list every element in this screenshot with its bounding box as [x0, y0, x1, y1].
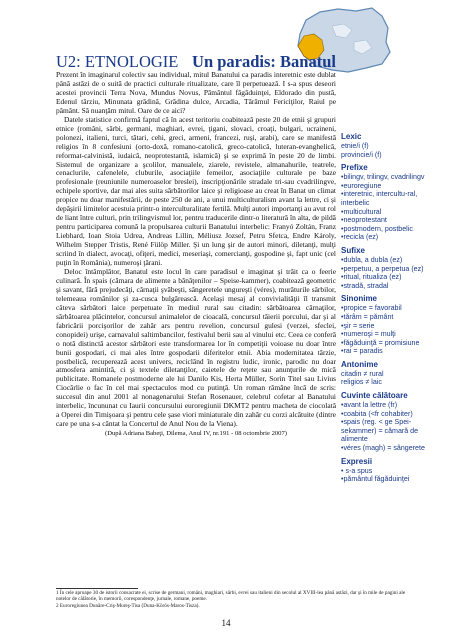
sidebar-item: •coabita (<fr cohabiter)	[341, 409, 413, 418]
sidebar-item: •bilingv, trilingv, cvadrilingv	[341, 173, 425, 182]
page-title	[56, 52, 336, 72]
unit-title: U2: ETNOLOGIE	[56, 52, 179, 71]
sidebar-item: •perpetuu, a perpetua (ez)	[341, 264, 424, 273]
sidebar-item: •euroregiune	[341, 181, 382, 190]
sidebar-heading: Cuvinte călătoare	[341, 391, 408, 401]
sidebar-section-cuvinte-calatoare	[341, 391, 425, 453]
sidebar-heading: Sufixe	[341, 245, 366, 255]
sidebar-item: •spais (reg. < ge Spei-sekammer) = cămară de alimente	[341, 418, 419, 444]
footnote: 1 În cele aproape 30 de istorii consacrate ei, scrise de germani, români, maghiari, sârbi, evrei sau italieni din secolul al XVIII-lea până astăzi, dar şi în mile de pagini ale notelor de călătorie, în memorii, corespondenţe, jurnale, romane, poeme.	[56, 590, 406, 603]
sidebar-item: •avant la lettre (fr)	[341, 401, 398, 410]
sidebar-item: •propice = favorabil	[341, 304, 402, 313]
sidebar-heading: Prefixe	[341, 163, 368, 173]
sidebar-item: •véres (magh) = sângerete	[341, 444, 425, 453]
sidebar-item: •stradă, stradal	[341, 281, 389, 290]
sidebar-item: •postmodern, postbelic	[341, 224, 413, 233]
sidebar-section-sufixe	[341, 246, 425, 290]
article-paragraph: Prezent în imaginarul colectiv sau individual, mitul Banatului ca paradis interetnic este dublat până astăzi de o suită de practici culturale ritualizate, care îl perpetuează. I s-a spus deseori acestei provincii Terra Nova, Mundus Novus, Pământul făgăduinţei, Eldorado din pustă, Edenul târziu, Minunata grădină, Grădina dulce, Arcadia, Tărâmul Fericiţilor, Raiul pe pământ. Să nuanţăm mitul. Oare de ce aici?	[56, 71, 336, 115]
article-paragraph: Datele statistice confirmă faptul că în acest teritoriu coabitează peste 20 de etnii şi grupuri etnice (români, sârbi, germani, maghiari, evrei, ţigani, slovaci, croaţi, bulgari, ucraineni, polonezi, italieni, turci, tătari, cehi, greci, armeni, francezi, ruşi, arabi), care se manifestă religios în 8 confesiuni (orto-doxă, romano-catolică, greco-catolică, luteran-evanghelică, reformat-calvinistă, iudaică, neoprotestantă, islamică) şi se exprimă în peste 20 de limbi. Sistemul de organizare a şcolilor, manualele, ziarele, revistele, almanahurile, teatrele, cenaclurile, cafenelele, cluburile, asociaţiile femeilor, asociaţiile culturale pe baze profesionale (reuniunile numeroaselor breslei), inscripţionările stradale tri-sau cvadrilingve, echipele sportive, dar mai ales suita sărbătorilor laice şi religioase au creat în Banat un climat propice nu doar manifestării, de peste 250 de ani, a unui multiculturalism avant la lettre, ci şi depăşirii limitelor acestuia printr-o interculturalitate fertilă. Mulţi autori importanţi au avut rol de liant între culturi, prin trilingvismul lor, pentru traducerile dintr-o literatură în alta, de pildă pentru participarea comună la propulsarea culturii Banatului interbelic: Franyó Zoltán, Franz Liebhard, Ioan Stoia Udrea, Andreas Lillin, Méliusz Jozsef, Petru Sfetca, Endre Károly, Wilhelm Stepper Tristis, René Fülöp Miller. Şi un lung şir de autori minori, diletanţi, mulţi scriind în dialect, avocaţi, ofiţeri, medici, meseriaşi, comercianţi, gospodine şi, fapt unic (cel puţin în România), numeroşi ţărani.	[56, 114, 336, 268]
sidebar-section-lexic	[341, 132, 425, 159]
sidebar-item: etnie/i (f)	[341, 142, 369, 150]
sidebar-heading: Expresii	[341, 456, 373, 466]
sidebar-section-antonime	[341, 360, 425, 387]
sidebar-item: •pământul făgăduinţei	[341, 475, 410, 484]
sidebar-item: provincie/i (f)	[341, 150, 382, 159]
footnote-divider	[56, 588, 138, 589]
sidebar-item: • s-a spus	[341, 466, 373, 475]
sidebar-section-prefixe	[341, 163, 425, 242]
article-paragraph: Deloc întâmplător, Banatul este locul în care paradisul e imaginat şi trăit ca o feerie culinară. În spais (cămara de alimente a bănăţenilor – Speise-kammer), coabitează geometric şi savant, fără prejudecăţi, cârnaţii şvăbeşti, sângeretele ungureşti (véres), murăturile sârbilor, telemeaua românilor şi za-cusca bulgărească. Acelaşi mesaj al convivialităţii îl transmit câteva sărbători laice perpetuate în mediul rural sau citadin: sărbătoarea cârnaţilor, sărbătoarea plăcintelor, concursul animalelor de cioacală, concursul tăierii porcului, dar şi al fabricării porcişorilor de zahăr ars pentru revelion, concursul gulesi (verzei, sfeclei, conopidei) urişe, carnavalul saltimbancilor, festivalul berii sau al vinului etc. Ceea ce conferă o notă distinctă acestor sărbători este transformarea lor în competiţii voioase nu doar între bunii gospodari, ci mai ales între gospodarii diferitelor etnii. Abia modernitatea târzie, postbelică, recuperează acest univers, reciclând în registru ludic, ironic, parodic nu doar atmosfera amintită, ci şi textele diletanţilor, caietele de reţete sau anunţurile de mică publicitate. Romanele postmoderne ale lui Danilo Kis, Herta Müller, Sorin Titel sau Livius Ciocârlie o fac în cel mai spectaculos mod cu putinţă. Un roman rămâne încă de scris: succesul din anul 2001 al nonagenarului Stefan Rosenauer, celebrul cofetar al Banatului interbelic, încununat cu Iaurii concursului euroregiunii DKMT2 pentru macheta de ciocolată a Operei din Timişoara şi pentru cele şase viori miniaturale din zahăr cu corzi alcătuite (dintre care pe una s-a cântat la Concertul de Anul Nou de la Viena).	[56, 266, 336, 429]
page-number: 14	[221, 618, 231, 628]
sidebar-item: •multicultural	[341, 207, 382, 216]
sidebar-item: religios ≠ laic	[341, 378, 382, 387]
sidebar-item: •tărâm = pământ	[341, 312, 394, 321]
sidebar-item: •făgăduinţă = promisiune	[341, 338, 420, 347]
footnotes	[56, 590, 406, 609]
sidebar-section-expresii	[341, 457, 425, 484]
sidebar-item: •şir = serie	[341, 321, 375, 330]
sidebar-item: •neoprotestant	[341, 216, 387, 225]
footnote: 2 Euroregiunea Dunăre-Criş-Mureş-Tisa (Duna-Körös-Maros-Tisza).	[56, 602, 200, 609]
article-source: (După Adriana Babeţi, Dilema, Anul IV, nr.191 - 08 octombrie 2007)	[105, 430, 287, 438]
article-body	[56, 71, 336, 572]
sidebar-heading: Lexic	[341, 132, 362, 141]
sidebar-item: citadin ≠ rural	[341, 369, 384, 378]
sidebar-item: •numeroşi = mulţi	[341, 330, 396, 339]
sidebar-item: •ritual, ritualiza (ez)	[341, 273, 402, 282]
sidebar-section-sinonime	[341, 294, 425, 356]
sidebar-item: •dubla, a dubla (ez)	[341, 255, 403, 264]
sidebar-heading: Antonime	[341, 359, 378, 369]
sidebar-item: •recicla (ez)	[341, 233, 379, 242]
vocabulary-sidebar	[341, 128, 425, 484]
sidebar-item: •interetnic, intercultu-ral, interbelic	[341, 190, 418, 207]
sidebar-item: •rai = paradis	[341, 347, 383, 356]
article-title: Un paradis: Banatul	[192, 52, 336, 71]
sidebar-heading: Sinonime	[341, 294, 378, 304]
